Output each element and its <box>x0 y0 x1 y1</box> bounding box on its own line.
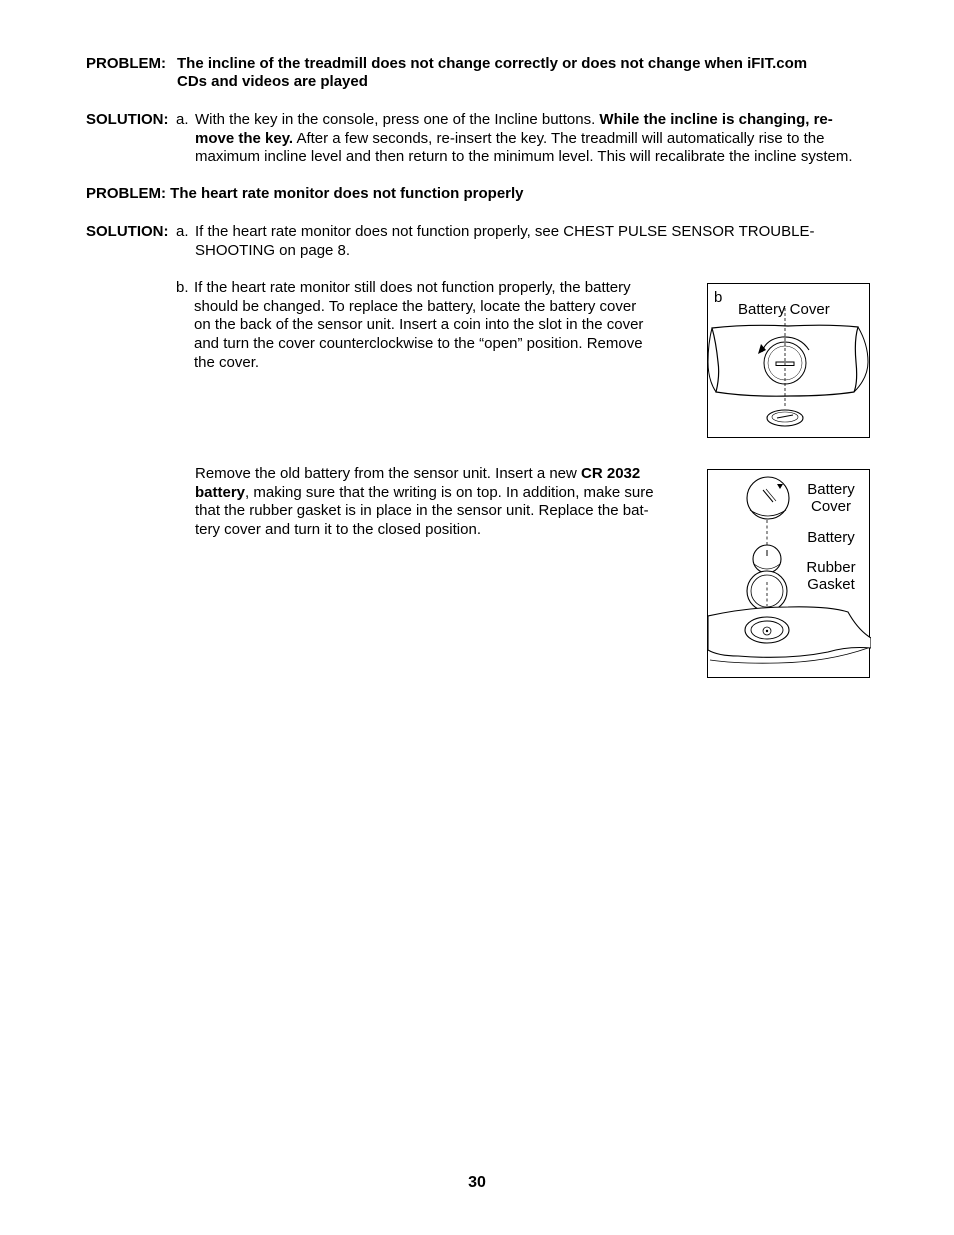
battery-cover-label-2: Cover <box>810 498 851 515</box>
solution-2-b-line-3: on the back of the sensor unit. Insert a coin into the slot in the cover <box>194 316 644 333</box>
solution-2-b-line-5: the cover. <box>194 354 260 371</box>
solution-2-b-marker: b. <box>176 279 189 296</box>
solution-2-b-line-1: If the heart rate monitor still does not function properly, the battery <box>194 279 631 296</box>
solution-1-a-line-3: maximum incline level and then return to the minimum level. This will recalibrate the incline system. <box>195 148 853 165</box>
battery-replacement-figure <box>707 469 870 678</box>
solution-2-label: SOLUTION: <box>86 223 169 240</box>
solution-2-b-line-4: and turn the cover counterclockwise to the “open” position. Remove <box>194 335 643 352</box>
problem-2-heading: PROBLEM: The heart rate monitor does not function properly <box>86 185 524 202</box>
solution-2-c-line-2: battery, making sure that the writing is on top. In addition, make sure <box>195 484 654 501</box>
battery-cover-label-1: Battery <box>807 481 855 498</box>
solution-1-a-line-2: move the key. After a few seconds, re-insert the key. The treadmill will automatically rise to the <box>195 130 825 147</box>
solution-1-a-line-1: With the key in the console, press one of the Incline buttons. While the incline is changing, re- <box>195 111 833 128</box>
problem-1-line-2: CDs and videos are played <box>177 73 368 90</box>
battery-cover-label: Battery Cover <box>738 301 830 318</box>
solution-2-c-line-3: that the rubber gasket is in place in the sensor unit. Replace the bat- <box>195 502 649 519</box>
solution-2-a-marker: a. <box>176 223 189 240</box>
solution-1-a-marker: a. <box>176 111 189 128</box>
solution-2-c-line-1: Remove the old battery from the sensor unit. Insert a new CR 2032 <box>195 465 641 482</box>
battery-label: Battery <box>807 529 855 546</box>
solution-2-c-line-4: tery cover and turn it to the closed position. <box>195 521 481 538</box>
solution-2-a-line-2: SHOOTING on page 8. <box>195 242 351 259</box>
problem-1-label: PROBLEM: <box>86 55 166 72</box>
figure-letter: b <box>714 289 723 306</box>
rubber-gasket-label-2: Gasket <box>807 576 855 593</box>
battery-cover-figure <box>707 283 870 438</box>
rubber-gasket-label-1: Rubber <box>806 559 856 576</box>
solution-2-b-line-2: should be changed. To replace the battery, locate the battery cover <box>194 298 637 315</box>
problem-1-line-1: The incline of the treadmill does not change correctly or does not change when iFIT.com <box>177 55 808 72</box>
page-number: 30 <box>468 1174 486 1191</box>
solution-1-label: SOLUTION: <box>86 111 169 128</box>
solution-2-a-line-1: If the heart rate monitor does not function properly, see CHEST PULSE SENSOR TROUBLE- <box>195 223 815 240</box>
